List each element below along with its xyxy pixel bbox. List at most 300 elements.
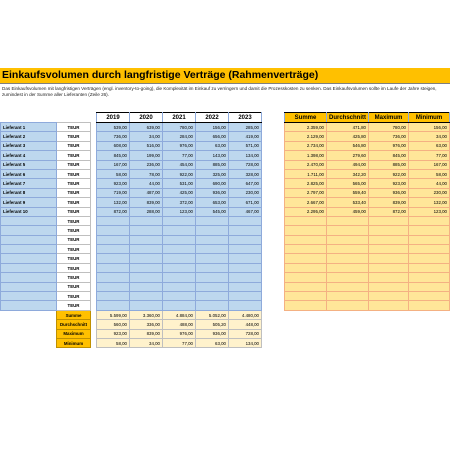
stat-cell[interactable]: 494,00 xyxy=(327,160,369,169)
stat-cell[interactable]: 2.295,00 xyxy=(285,207,327,216)
supplier-name[interactable] xyxy=(1,282,57,291)
value-cell[interactable]: 58,00 xyxy=(97,169,130,178)
header-row xyxy=(1,113,450,123)
unit-cell[interactable]: TEUR xyxy=(57,254,91,263)
value-cell[interactable]: 531,00 xyxy=(163,179,196,188)
table-row xyxy=(1,216,450,225)
stat-cell[interactable]: 845,00 xyxy=(369,151,409,160)
stat-cell[interactable] xyxy=(285,216,327,225)
stat-cell[interactable] xyxy=(369,263,409,272)
stat-cell[interactable]: 167,00 xyxy=(409,160,450,169)
value-cell[interactable] xyxy=(97,245,130,254)
stat-cell[interactable]: 923,00 xyxy=(369,179,409,188)
value-cell[interactable] xyxy=(163,282,196,291)
supplier-name[interactable] xyxy=(1,273,57,282)
spacer-cell xyxy=(262,263,285,272)
value-cell[interactable] xyxy=(163,216,196,225)
unit-cell[interactable]: TEUR xyxy=(57,169,91,178)
spacer-cell xyxy=(262,226,285,235)
unit-cell[interactable]: TEUR xyxy=(57,263,91,272)
value-cell[interactable]: 467,00 xyxy=(229,207,262,216)
value-cell[interactable]: 487,00 xyxy=(130,188,163,197)
value-cell[interactable] xyxy=(97,273,130,282)
supplier-name[interactable]: Lieferant 4 xyxy=(1,151,57,160)
value-cell[interactable]: 284,00 xyxy=(163,132,196,141)
unit-cell[interactable]: TEUR xyxy=(57,151,91,160)
stat-cell[interactable] xyxy=(409,235,450,244)
stat-cell[interactable]: 1.711,00 xyxy=(285,169,327,178)
stat-cell[interactable] xyxy=(285,282,327,291)
value-cell[interactable]: 736,00 xyxy=(97,132,130,141)
stat-cell[interactable] xyxy=(327,254,369,263)
value-cell[interactable] xyxy=(163,273,196,282)
value-cell[interactable]: 885,00 xyxy=(196,160,229,169)
stat-header[interactable]: Minimum xyxy=(409,113,450,123)
stat-cell[interactable]: 132,00 xyxy=(409,198,450,207)
stat-cell[interactable] xyxy=(409,282,450,291)
supplier-name[interactable] xyxy=(1,292,57,301)
year-header[interactable]: 2019 xyxy=(97,113,130,123)
value-cell[interactable] xyxy=(196,273,229,282)
value-cell[interactable]: 156,00 xyxy=(196,123,229,132)
value-cell[interactable]: 372,00 xyxy=(163,198,196,207)
supplier-name[interactable]: Lieferant 1 xyxy=(1,123,57,132)
stat-cell[interactable] xyxy=(369,216,409,225)
value-cell[interactable] xyxy=(196,301,229,310)
stat-cell[interactable]: 425,80 xyxy=(327,132,369,141)
summary-value[interactable]: 4.884,00 xyxy=(163,310,196,319)
summary-value[interactable]: 923,00 xyxy=(97,329,130,338)
table-row xyxy=(1,132,450,141)
stat-cell[interactable]: 34,00 xyxy=(409,132,450,141)
value-cell[interactable] xyxy=(97,254,130,263)
stat-cell[interactable] xyxy=(327,216,369,225)
stat-cell[interactable] xyxy=(327,301,369,310)
value-cell[interactable]: 134,00 xyxy=(229,151,262,160)
table-row xyxy=(1,282,450,291)
value-cell[interactable]: 845,00 xyxy=(97,151,130,160)
value-cell[interactable] xyxy=(229,263,262,272)
supplier-name[interactable] xyxy=(1,254,57,263)
unit-cell[interactable]: TEUR xyxy=(57,282,91,291)
blank-cell xyxy=(285,320,327,329)
table-row xyxy=(1,226,450,235)
value-cell[interactable]: 653,00 xyxy=(196,198,229,207)
stat-cell[interactable]: 546,80 xyxy=(327,141,369,150)
value-cell[interactable] xyxy=(229,282,262,291)
table-row xyxy=(1,151,450,160)
stat-cell[interactable] xyxy=(369,245,409,254)
stat-cell[interactable]: 2.825,00 xyxy=(285,179,327,188)
summary-value[interactable]: 77,00 xyxy=(163,338,196,347)
table-row xyxy=(1,169,450,178)
stat-cell[interactable]: 2.667,00 xyxy=(285,198,327,207)
summary-label[interactable]: Maximum xyxy=(57,329,91,338)
blank-cell xyxy=(285,310,327,319)
table-row xyxy=(1,160,450,169)
value-cell[interactable] xyxy=(97,226,130,235)
stat-cell[interactable]: 559,40 xyxy=(327,188,369,197)
value-cell[interactable] xyxy=(97,282,130,291)
sheet-description: Das Einkaufsvolumen mit langfristigen Verträgen (engl. inventory-to-going), die Komplexität im Einkauf zu verringern und damit die Prozesskosten zu senken. Das Einkaufsvolumen sollte im Laufe der Jahre steigen, zumindest in der Summe aller Lieferanten (Zeile 26). xyxy=(2,86,437,97)
summary-label[interactable]: Durchschnitt xyxy=(57,320,91,329)
stat-cell[interactable] xyxy=(409,254,450,263)
value-cell[interactable]: 923,00 xyxy=(97,179,130,188)
stat-cell[interactable] xyxy=(327,292,369,301)
value-cell[interactable] xyxy=(229,245,262,254)
stat-cell[interactable]: 459,00 xyxy=(327,207,369,216)
unit-cell[interactable]: TEUR xyxy=(57,226,91,235)
stat-cell[interactable]: 839,00 xyxy=(369,198,409,207)
supplier-name[interactable] xyxy=(1,226,57,235)
summary-row xyxy=(1,320,450,329)
stat-cell[interactable] xyxy=(409,263,450,272)
value-cell[interactable] xyxy=(130,226,163,235)
value-cell[interactable] xyxy=(196,235,229,244)
stat-cell[interactable]: 565,00 xyxy=(327,179,369,188)
blank-cell xyxy=(1,320,57,329)
value-cell[interactable] xyxy=(163,263,196,272)
value-cell[interactable]: 639,00 xyxy=(130,123,163,132)
summary-value[interactable]: 134,00 xyxy=(229,338,262,347)
blank-cell xyxy=(1,310,57,319)
spacer-cell xyxy=(262,141,285,150)
value-cell[interactable]: 77,00 xyxy=(163,151,196,160)
unit-cell[interactable]: TEUR xyxy=(57,292,91,301)
stat-cell[interactable] xyxy=(369,226,409,235)
value-cell[interactable]: 419,00 xyxy=(229,132,262,141)
value-cell[interactable]: 44,00 xyxy=(130,179,163,188)
blank-cell xyxy=(369,338,409,347)
stat-cell[interactable] xyxy=(409,292,450,301)
value-cell[interactable]: 656,00 xyxy=(196,132,229,141)
value-cell[interactable] xyxy=(130,245,163,254)
unit-cell[interactable]: TEUR xyxy=(57,301,91,310)
stat-cell[interactable]: 123,00 xyxy=(409,207,450,216)
summary-value[interactable]: 58,00 xyxy=(97,338,130,347)
unit-cell[interactable]: TEUR xyxy=(57,132,91,141)
stat-cell[interactable] xyxy=(409,273,450,282)
value-cell[interactable] xyxy=(196,245,229,254)
unit-cell[interactable]: TEUR xyxy=(57,198,91,207)
supplier-name[interactable]: Lieferant 9 xyxy=(1,198,57,207)
value-cell[interactable] xyxy=(229,292,262,301)
stat-cell[interactable]: 471,80 xyxy=(327,123,369,132)
supplier-name[interactable] xyxy=(1,245,57,254)
unit-cell[interactable]: TEUR xyxy=(57,235,91,244)
stat-cell[interactable] xyxy=(285,254,327,263)
value-cell[interactable]: 78,00 xyxy=(130,169,163,178)
summary-value[interactable]: 4.480,00 xyxy=(229,310,262,319)
year-header[interactable]: 2021 xyxy=(163,113,196,123)
stat-cell[interactable] xyxy=(285,245,327,254)
stat-header[interactable]: Durchschnitt xyxy=(327,113,369,123)
value-cell[interactable]: 167,00 xyxy=(97,160,130,169)
value-cell[interactable]: 608,00 xyxy=(97,141,130,150)
stat-cell[interactable] xyxy=(327,263,369,272)
value-cell[interactable]: 288,00 xyxy=(130,207,163,216)
stat-cell[interactable] xyxy=(409,216,450,225)
stat-header[interactable]: Maximum xyxy=(369,113,409,123)
stat-header[interactable]: Summe xyxy=(285,113,327,123)
unit-cell[interactable]: TEUR xyxy=(57,141,91,150)
summary-value[interactable]: 560,00 xyxy=(97,320,130,329)
supplier-name[interactable]: Lieferant 6 xyxy=(1,169,57,178)
value-cell[interactable]: 325,00 xyxy=(196,169,229,178)
value-cell[interactable]: 728,00 xyxy=(229,160,262,169)
stat-cell[interactable]: 736,00 xyxy=(369,132,409,141)
value-cell[interactable]: 839,00 xyxy=(130,198,163,207)
value-cell[interactable] xyxy=(196,282,229,291)
table-row xyxy=(1,123,450,132)
supplier-name[interactable] xyxy=(1,263,57,272)
value-cell[interactable] xyxy=(196,292,229,301)
value-cell[interactable] xyxy=(130,216,163,225)
summary-value[interactable]: 448,00 xyxy=(229,320,262,329)
value-cell[interactable] xyxy=(196,226,229,235)
summary-row xyxy=(1,329,450,338)
blank-cell xyxy=(409,329,450,338)
header-blank xyxy=(1,113,57,123)
summary-label[interactable]: Summe xyxy=(57,310,91,319)
value-cell[interactable]: 123,00 xyxy=(163,207,196,216)
summary-value[interactable]: 5.599,00 xyxy=(97,310,130,319)
value-cell[interactable] xyxy=(163,226,196,235)
year-header[interactable]: 2020 xyxy=(130,113,163,123)
unit-cell[interactable]: TEUR xyxy=(57,273,91,282)
stat-cell[interactable] xyxy=(409,226,450,235)
summary-value[interactable]: 3.360,00 xyxy=(130,310,163,319)
supplier-name[interactable]: Lieferant 8 xyxy=(1,188,57,197)
value-cell[interactable]: 516,00 xyxy=(130,141,163,150)
stat-cell[interactable]: 922,00 xyxy=(369,169,409,178)
supplier-name[interactable]: Lieferant 10 xyxy=(1,207,57,216)
value-cell[interactable]: 63,00 xyxy=(196,141,229,150)
summary-value[interactable]: 488,00 xyxy=(163,320,196,329)
supplier-name[interactable]: Lieferant 3 xyxy=(1,141,57,150)
value-cell[interactable]: 328,00 xyxy=(229,169,262,178)
summary-value[interactable]: 976,00 xyxy=(163,329,196,338)
blank-cell xyxy=(285,338,327,347)
blank-cell xyxy=(327,320,369,329)
stat-cell[interactable]: 976,00 xyxy=(369,141,409,150)
supplier-name[interactable]: Lieferant 7 xyxy=(1,179,57,188)
stat-cell[interactable] xyxy=(285,292,327,301)
summary-value[interactable]: 839,00 xyxy=(130,329,163,338)
stat-cell[interactable] xyxy=(369,301,409,310)
stat-cell[interactable] xyxy=(285,263,327,272)
value-cell[interactable] xyxy=(130,282,163,291)
supplier-name[interactable] xyxy=(1,216,57,225)
value-cell[interactable]: 872,00 xyxy=(97,207,130,216)
stat-cell[interactable] xyxy=(285,226,327,235)
value-cell[interactable]: 936,00 xyxy=(196,188,229,197)
summary-value[interactable]: 5.052,00 xyxy=(196,310,229,319)
stat-cell[interactable]: 2.797,00 xyxy=(285,188,327,197)
spacer-cell xyxy=(262,245,285,254)
stat-cell[interactable] xyxy=(285,301,327,310)
table-row xyxy=(1,207,450,216)
value-cell[interactable]: 199,00 xyxy=(130,151,163,160)
value-cell[interactable] xyxy=(130,301,163,310)
value-cell[interactable]: 425,00 xyxy=(163,188,196,197)
stat-cell[interactable]: 44,00 xyxy=(409,179,450,188)
value-cell[interactable]: 922,00 xyxy=(163,169,196,178)
unit-cell[interactable]: TEUR xyxy=(57,245,91,254)
stat-cell[interactable]: 77,00 xyxy=(409,151,450,160)
stat-cell[interactable]: 2.129,00 xyxy=(285,132,327,141)
year-header[interactable]: 2022 xyxy=(196,113,229,123)
value-cell[interactable]: 545,00 xyxy=(196,207,229,216)
value-cell[interactable] xyxy=(97,301,130,310)
spacer-cell xyxy=(262,123,285,132)
value-cell[interactable] xyxy=(229,254,262,263)
value-cell[interactable] xyxy=(229,273,262,282)
value-cell[interactable]: 132,00 xyxy=(97,198,130,207)
unit-cell[interactable]: TEUR xyxy=(57,179,91,188)
value-cell[interactable] xyxy=(97,216,130,225)
stat-cell[interactable]: 279,60 xyxy=(327,151,369,160)
spacer-cell xyxy=(262,151,285,160)
stat-cell[interactable]: 885,00 xyxy=(369,160,409,169)
value-cell[interactable] xyxy=(163,254,196,263)
blank-cell xyxy=(327,338,369,347)
value-cell[interactable]: 690,00 xyxy=(196,179,229,188)
value-cell[interactable] xyxy=(163,292,196,301)
supplier-name[interactable] xyxy=(1,235,57,244)
stat-cell[interactable]: 2.470,00 xyxy=(285,160,327,169)
value-cell[interactable]: 539,00 xyxy=(97,123,130,132)
table-row xyxy=(1,263,450,272)
stat-cell[interactable]: 2.734,00 xyxy=(285,141,327,150)
value-cell[interactable] xyxy=(97,292,130,301)
stat-cell[interactable] xyxy=(369,282,409,291)
summary-value[interactable]: 728,00 xyxy=(229,329,262,338)
value-cell[interactable] xyxy=(130,263,163,272)
unit-cell[interactable]: TEUR xyxy=(57,216,91,225)
year-header[interactable]: 2023 xyxy=(229,113,262,123)
value-cell[interactable] xyxy=(229,235,262,244)
value-cell[interactable] xyxy=(130,254,163,263)
value-cell[interactable] xyxy=(163,235,196,244)
stat-cell[interactable]: 63,00 xyxy=(409,141,450,150)
stat-cell[interactable] xyxy=(409,301,450,310)
summary-row xyxy=(1,310,450,319)
supplier-name[interactable]: Lieferant 5 xyxy=(1,160,57,169)
value-cell[interactable] xyxy=(130,273,163,282)
unit-cell[interactable]: TEUR xyxy=(57,207,91,216)
data-table xyxy=(0,112,450,348)
stat-cell[interactable] xyxy=(285,273,327,282)
header-blank xyxy=(57,113,91,123)
blank-cell xyxy=(327,310,369,319)
unit-cell[interactable]: TEUR xyxy=(57,188,91,197)
stat-cell[interactable]: 872,00 xyxy=(369,207,409,216)
blank-cell xyxy=(409,320,450,329)
summary-value[interactable]: 336,00 xyxy=(130,320,163,329)
value-cell[interactable]: 780,00 xyxy=(163,123,196,132)
stat-cell[interactable] xyxy=(285,235,327,244)
supplier-name[interactable]: Lieferant 2 xyxy=(1,132,57,141)
value-cell[interactable]: 976,00 xyxy=(163,141,196,150)
stat-cell[interactable]: 533,40 xyxy=(327,198,369,207)
value-cell[interactable] xyxy=(229,226,262,235)
value-cell[interactable]: 143,00 xyxy=(196,151,229,160)
value-cell[interactable] xyxy=(163,301,196,310)
summary-value[interactable]: 936,00 xyxy=(196,329,229,338)
value-cell[interactable] xyxy=(196,263,229,272)
unit-cell[interactable]: TEUR xyxy=(57,160,91,169)
value-cell[interactable] xyxy=(229,216,262,225)
value-cell[interactable] xyxy=(130,292,163,301)
stat-cell[interactable]: 780,00 xyxy=(369,123,409,132)
value-cell[interactable]: 647,00 xyxy=(229,179,262,188)
value-cell[interactable] xyxy=(229,301,262,310)
supplier-name[interactable] xyxy=(1,301,57,310)
stat-cell[interactable] xyxy=(327,235,369,244)
value-cell[interactable] xyxy=(97,235,130,244)
value-cell[interactable]: 454,00 xyxy=(163,160,196,169)
stat-cell[interactable] xyxy=(369,235,409,244)
summary-label[interactable]: Minimum xyxy=(57,338,91,347)
spacer-cell xyxy=(262,169,285,178)
value-cell[interactable] xyxy=(196,216,229,225)
title-bar xyxy=(0,68,450,84)
value-cell[interactable]: 285,00 xyxy=(229,123,262,132)
spacer-cell xyxy=(262,254,285,263)
spacer-cell xyxy=(262,198,285,207)
table-row xyxy=(1,198,450,207)
stat-cell[interactable] xyxy=(369,273,409,282)
value-cell[interactable]: 236,00 xyxy=(130,160,163,169)
stat-cell[interactable]: 936,00 xyxy=(369,188,409,197)
spacer-cell xyxy=(262,235,285,244)
value-cell[interactable]: 719,00 xyxy=(97,188,130,197)
summary-value[interactable]: 63,00 xyxy=(196,338,229,347)
blank-cell xyxy=(369,329,409,338)
stat-cell[interactable] xyxy=(369,254,409,263)
stat-cell[interactable]: 58,00 xyxy=(409,169,450,178)
value-cell[interactable]: 671,00 xyxy=(229,198,262,207)
summary-value[interactable]: 505,20 xyxy=(196,320,229,329)
stat-cell[interactable] xyxy=(409,245,450,254)
value-cell[interactable]: 571,00 xyxy=(229,141,262,150)
stat-cell[interactable]: 2.359,00 xyxy=(285,123,327,132)
stat-cell[interactable]: 342,20 xyxy=(327,169,369,178)
blank-cell xyxy=(262,310,285,319)
spacer-cell xyxy=(262,216,285,225)
stat-cell[interactable] xyxy=(327,273,369,282)
blank-cell xyxy=(262,329,285,338)
value-cell[interactable] xyxy=(130,235,163,244)
stat-cell[interactable]: 156,00 xyxy=(409,123,450,132)
blank-cell xyxy=(1,338,57,347)
blank-cell xyxy=(409,338,450,347)
stat-cell[interactable] xyxy=(327,226,369,235)
stat-cell[interactable]: 1.398,00 xyxy=(285,151,327,160)
unit-cell[interactable]: TEUR xyxy=(57,123,91,132)
value-cell[interactable]: 230,00 xyxy=(229,188,262,197)
value-cell[interactable] xyxy=(163,245,196,254)
stat-cell[interactable]: 230,00 xyxy=(409,188,450,197)
value-cell[interactable]: 34,00 xyxy=(130,132,163,141)
value-cell[interactable] xyxy=(97,263,130,272)
stat-cell[interactable] xyxy=(327,245,369,254)
summary-value[interactable]: 34,00 xyxy=(130,338,163,347)
value-cell[interactable] xyxy=(196,254,229,263)
stat-cell[interactable] xyxy=(369,292,409,301)
stat-cell[interactable] xyxy=(327,282,369,291)
